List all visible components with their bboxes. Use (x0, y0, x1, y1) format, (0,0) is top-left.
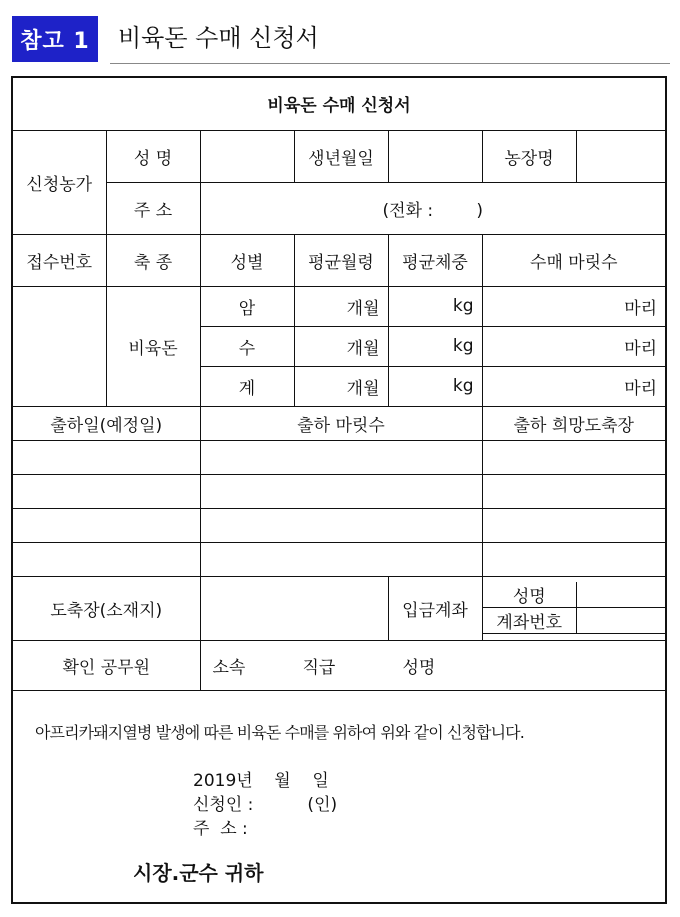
birth-label: 생년월일 (294, 130, 388, 182)
species-value: 비육돈 (106, 286, 200, 406)
sex-total: 계 (200, 366, 294, 406)
deposit-label: 입금계좌 (388, 576, 482, 640)
shipment-slaughterhouse-field[interactable] (482, 474, 665, 508)
shipment-date-header: 출하일(예정일) (13, 406, 200, 440)
statement-address: 주 소 : (193, 819, 248, 839)
shipment-date-field[interactable] (13, 474, 200, 508)
avg-weight-header: 평균체중 (388, 234, 482, 286)
official-position: 직급 (302, 657, 336, 678)
name-field[interactable] (200, 130, 294, 182)
sex-header: 성별 (200, 234, 294, 286)
address-phone-field[interactable]: (전화 : ) (200, 182, 665, 234)
statement-text: 아프리카돼지열병 발생에 따른 비육돈 수매를 위하여 위와 같이 신청합니다. (35, 723, 524, 742)
species-header: 축 종 (106, 234, 200, 286)
deposit-name-label: 성명 (483, 582, 577, 608)
slaughterhouse-location-field[interactable] (200, 576, 388, 640)
count-unit-male[interactable]: 마리 (482, 326, 665, 366)
receipt-no-header: 접수번호 (13, 234, 106, 286)
shipment-slaughterhouse-field[interactable] (482, 508, 665, 542)
form-table (13, 78, 665, 691)
official-fields[interactable] (200, 640, 665, 690)
form-title: 비육돈 수매 신청서 (13, 78, 665, 130)
name-label: 성 명 (106, 130, 200, 182)
deposit-name-field[interactable] (577, 582, 666, 608)
application-form (11, 76, 667, 904)
weight-unit-female[interactable]: kg (388, 286, 482, 326)
deposit-account-label: 계좌번호 (483, 608, 577, 634)
statement-date: 2019년 월 일 (193, 771, 329, 791)
heading-divider (110, 63, 670, 64)
reference-tag: 참고 1 (12, 16, 98, 62)
address-label: 주 소 (106, 182, 200, 234)
age-unit-total[interactable]: 개월 (294, 366, 388, 406)
page-title: 비육돈 수매 신청서 (118, 24, 319, 52)
shipment-count-field[interactable] (200, 508, 482, 542)
sex-male: 수 (200, 326, 294, 366)
shipment-date-field[interactable] (13, 542, 200, 576)
farm-label: 농장명 (482, 130, 576, 182)
official-name: 성명 (402, 657, 436, 678)
official-affiliation: 소속 (212, 657, 246, 678)
count-unit-total[interactable]: 마리 (482, 366, 665, 406)
shipment-slaughterhouse-field[interactable] (482, 542, 665, 576)
shipment-date-field[interactable] (13, 508, 200, 542)
shipment-count-header: 출하 마릿수 (200, 406, 482, 440)
shipment-slaughterhouse-header: 출하 희망도축장 (482, 406, 665, 440)
applicant-group-label: 신청농가 (13, 130, 106, 234)
receipt-no-field[interactable] (13, 286, 106, 406)
shipment-count-field[interactable] (200, 440, 482, 474)
statement-closing: 시장.군수 귀하 (133, 861, 264, 885)
shipment-count-field[interactable] (200, 474, 482, 508)
official-label: 확인 공무원 (13, 640, 200, 690)
count-unit-female[interactable]: 마리 (482, 286, 665, 326)
shipment-date-field[interactable] (13, 440, 200, 474)
avg-age-header: 평균월령 (294, 234, 388, 286)
purchase-count-header: 수매 마릿수 (482, 234, 665, 286)
deposit-details (482, 576, 665, 640)
slaughterhouse-location-label: 도축장(소재지) (13, 576, 200, 640)
statement-applicant: 신청인 : (인) (193, 795, 338, 815)
birth-field[interactable] (388, 130, 482, 182)
weight-unit-male[interactable]: kg (388, 326, 482, 366)
shipment-count-field[interactable] (200, 542, 482, 576)
deposit-account-field[interactable] (577, 608, 666, 634)
deposit-subtable (483, 582, 666, 634)
age-unit-male[interactable]: 개월 (294, 326, 388, 366)
shipment-slaughterhouse-field[interactable] (482, 440, 665, 474)
farm-field[interactable] (576, 130, 665, 182)
age-unit-female[interactable]: 개월 (294, 286, 388, 326)
sex-female: 암 (200, 286, 294, 326)
weight-unit-total[interactable]: kg (388, 366, 482, 406)
